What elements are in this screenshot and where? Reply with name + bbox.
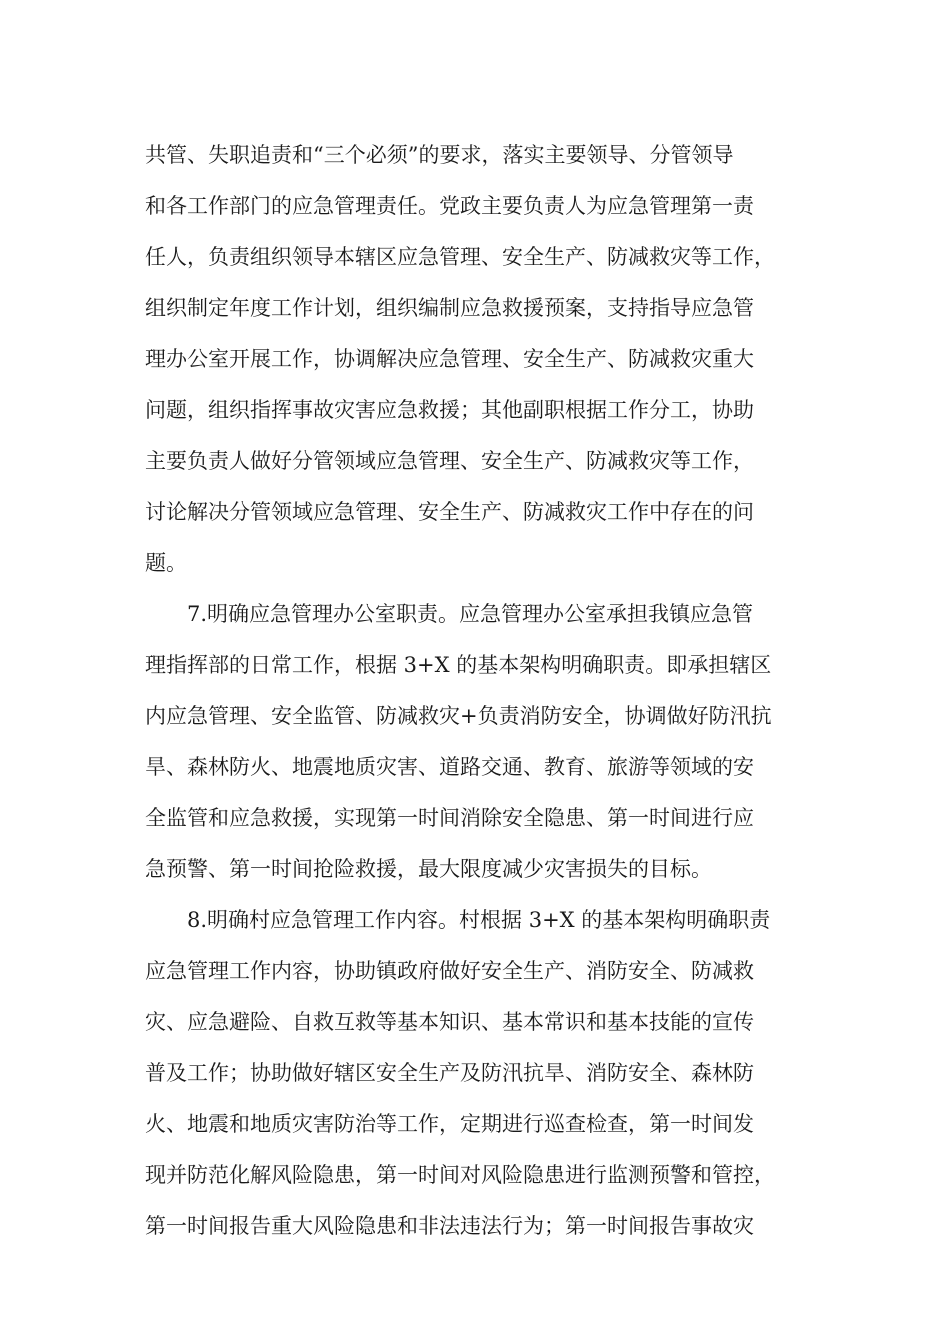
text-line: 理办公室开展工作，协调解决应急管理、安全生产、防减救灾重大 <box>145 347 754 371</box>
text-line: 灾、应急避险、自救互救等基本知识、基本常识和基本技能的宣传 <box>145 1010 754 1034</box>
text-line: 第一时间报告重大风险隐患和非法违法行为；第一时间报告事故灾 <box>145 1214 754 1238</box>
text-line: 应急管理工作内容，协助镇政府做好安全生产、消防安全、防减救 <box>145 959 754 983</box>
text-line: 普及工作；协助做好辖区安全生产及防汛抗旱、消防安全、森林防 <box>145 1061 754 1085</box>
text-line: 旱、森林防火、地震地质灾害、道路交通、教育、旅游等领域的安 <box>145 755 754 779</box>
paragraph-8-first-line: 8.明确村应急管理工作内容。村根据 3+X 的基本架构明确职责 <box>187 908 771 932</box>
text-line: 急预警、第一时间抢险救援，最大限度减少灾害损失的目标。 <box>145 857 712 881</box>
text-line: 理指挥部的日常工作，根据 3+X 的基本架构明确职责。即承担辖区 <box>145 653 772 677</box>
paragraph-7-first-line: 7.明确应急管理办公室职责。应急管理办公室承担我镇应急管 <box>187 602 754 626</box>
text-line: 火、地震和地质灾害防治等工作，定期进行巡查检查，第一时间发 <box>145 1112 754 1136</box>
text-line: 讨论解决分管领域应急管理、安全生产、防减救灾工作中存在的问 <box>145 500 754 524</box>
text-line: 题。 <box>145 551 187 575</box>
text-line: 问题，组织指挥事故灾害应急救援；其他副职根据工作分工，协助 <box>145 398 754 422</box>
text-line: 现并防范化解风险隐患，第一时间对风险隐患进行监测预警和管控， <box>145 1163 775 1187</box>
text-line: 任人，负责组织领导本辖区应急管理、安全生产、防减救灾等工作， <box>145 245 775 269</box>
text-line: 和各工作部门的应急管理责任。党政主要负责人为应急管理第一责 <box>145 194 754 218</box>
body-text <box>145 130 825 1252</box>
text-line: 全监管和应急救援，实现第一时间消除安全隐患、第一时间进行应 <box>145 806 754 830</box>
text-line: 组织制定年度工作计划，组织编制应急救援预案，支持指导应急管 <box>145 296 754 320</box>
text-line: 主要负责人做好分管领域应急管理、安全生产、防减救灾等工作， <box>145 449 754 473</box>
text-line: 共管、失职追责和“三个必须”的要求，落实主要领导、分管领导 <box>145 143 734 167</box>
text-line: 内应急管理、安全监管、防减救灾+负责消防安全，协调做好防汛抗 <box>145 704 772 728</box>
